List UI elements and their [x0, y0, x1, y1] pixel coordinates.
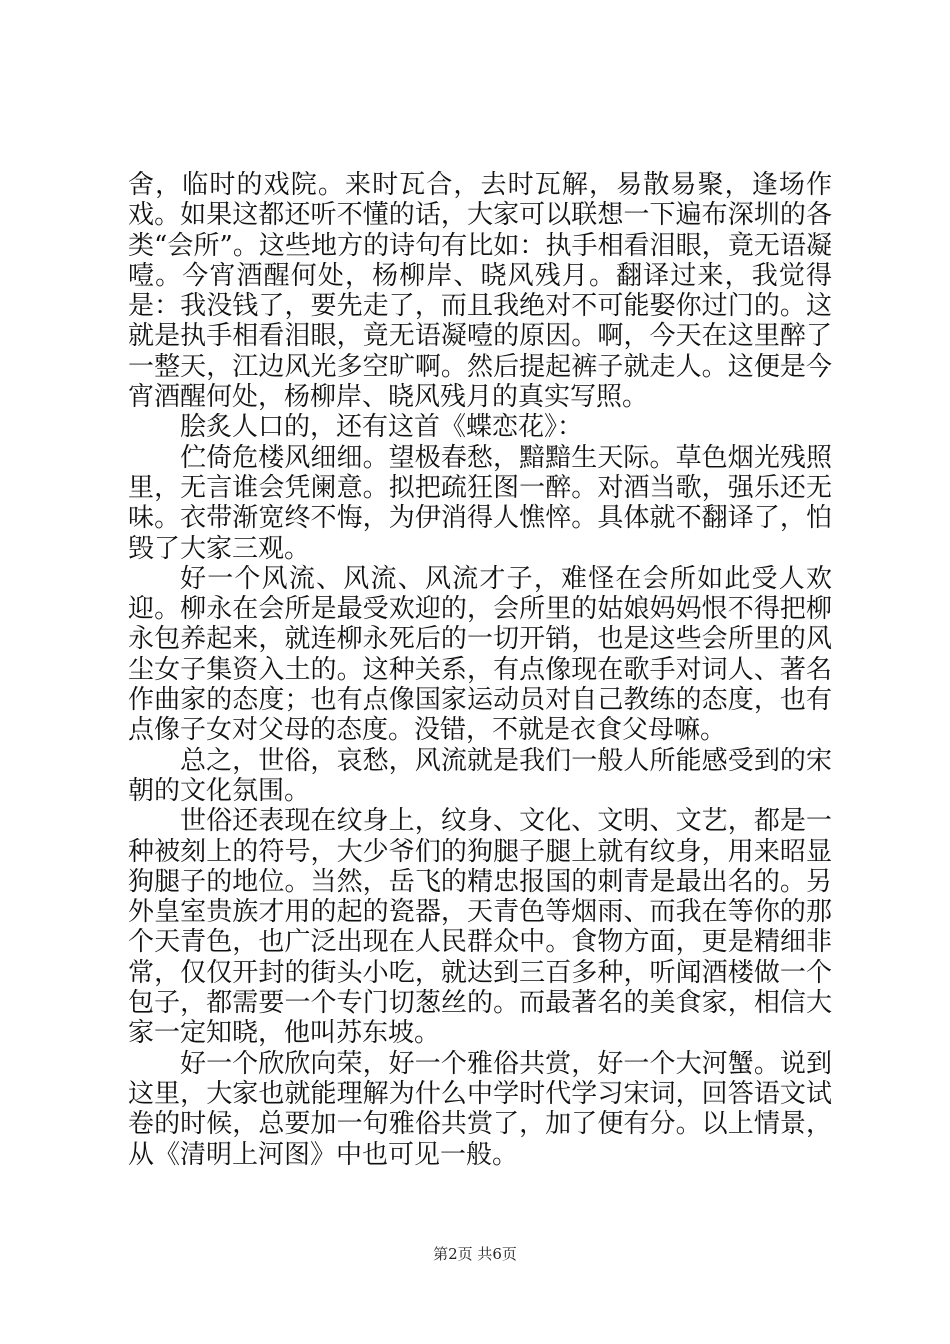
page-footer: 第2页 共6页	[433, 1245, 517, 1263]
paragraph-5: 总之，世俗，哀愁，风流就是我们一般人所能感受到的宋朝的文化氛围。	[128, 745, 832, 806]
paragraph-4: 好一个风流、风流、风流才子，难怪在会所如此受人欢迎。柳永在会所是最受欢迎的，会所里的姑娘妈妈恨不得把柳永包养起来，就连柳永死后的一切开销，也是这些会所里的风尘女子集资入土的。这种关系，有点像现在歌手对词人、著名作曲家的态度；也有点像国家运动员对自己教练的态度，也有点像子女对父母的态度。没错，不就是衣食父母嘛。	[128, 563, 832, 746]
paragraph-2: 脍炙人口的，还有这首《蝶恋花》：	[180, 412, 584, 443]
paragraph-6: 世俗还表现在纹身上，纹身、文化、文明、文艺，都是一种被刻上的符号，大少爷们的狗腿子腿上就有纹身，用来昭显狗腿子的地位。当然，岳飞的精忠报国的刺青是最出名的。另外皇室贵族才用的起的瓷器，天青色等烟雨、而我在等你的那个天青色，也广泛出现在人民群众中。食物方面，更是精细非常，仅仅开封的街头小吃，就达到三百多种，听闻酒楼做一个包子，都需要一个专门切葱丝的。而最著名的美食家，相信大家一定知晓，他叫苏东坡。	[128, 806, 832, 1049]
paragraph-3-poem: 伫倚危楼风细细。望极春愁，黯黯生天际。草色烟光残照里，无言谁会凭阑意。拟把疏狂图一醉。对酒当歌，强乐还无味。衣带渐宽终不悔，为伊消得人憔悴。具体就不翻译了，怕毁了大家三观。	[128, 442, 832, 564]
paragraph-7: 好一个欣欣向荣，好一个雅俗共赏，好一个大河蟹。说到这里，大家也就能理解为什么中学时代学习宋词，回答语文试卷的时候，总要加一句雅俗共赏了，加了便有分。以上情景，从《清明上河图》中也可见一般。	[128, 1048, 832, 1170]
document-body	[128, 170, 832, 1170]
paragraph-1: 舍，临时的戏院。来时瓦合，去时瓦解，易散易聚，逢场作戏。如果这都还听不懂的话，大家可以联想一下遍布深圳的各类“会所”。这些地方的诗句有比如：执手相看泪眼，竟无语凝噎。今宵酒醒何处，杨柳岸、晓风残月。翻译过来，我觉得是：我没钱了，要先走了，而且我绝对不可能娶你过门的。这就是执手相看泪眼，竟无语凝噎的原因。啊，今天在这里醉了一整天，江边风光多空旷啊。然后提起裤子就走人。这便是今宵酒醒何处，杨柳岸、晓风残月的真实写照。	[128, 170, 832, 413]
